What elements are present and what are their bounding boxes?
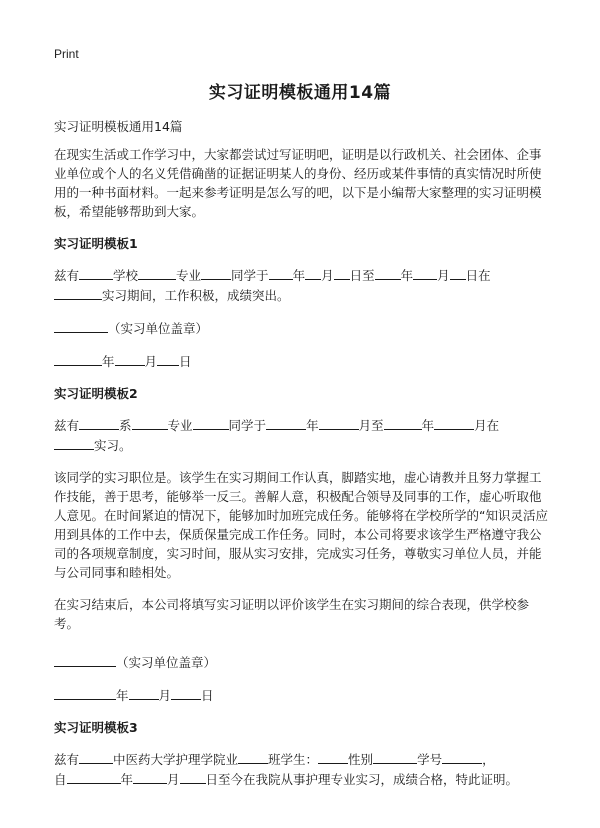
blank-line xyxy=(305,265,321,280)
blank-line xyxy=(413,265,437,280)
text-segment: ， xyxy=(482,752,495,767)
stamp-line-template-2 xyxy=(54,652,550,672)
blank-line xyxy=(115,351,145,366)
blank-line xyxy=(157,351,179,366)
text-segment: 系 xyxy=(119,418,132,433)
blank-line xyxy=(193,415,229,430)
date-year: 年 xyxy=(116,688,129,703)
date-day: 日 xyxy=(201,688,214,703)
blank-line xyxy=(129,685,159,700)
text-segment: 月至 xyxy=(358,418,384,433)
intro-paragraph: 在现实生活或工作学习中，大家都尝试过写证明吧，证明是以行政机关、社会团体、企事业单位或个人的名义凭借确凿的证据证明某人的身份、经历或某件事情的真实情况时所使用的一种书面材料。一起来参考证明是怎么写的吧，以下是小编帮大家整理的实习证明模板，希望能够帮助到大家。 xyxy=(54,147,542,219)
blank-line xyxy=(54,652,116,667)
text-segment: 班学生： xyxy=(268,752,319,767)
blank-line xyxy=(171,685,201,700)
text-segment: 实习。 xyxy=(94,438,132,453)
text-segment: 同学于 xyxy=(228,418,267,433)
text-segment: 兹有 xyxy=(54,268,80,283)
blank-line xyxy=(269,265,293,280)
date-line-template-1 xyxy=(54,351,550,371)
text-segment: 月 xyxy=(167,772,180,787)
text-segment: 年 xyxy=(306,418,319,433)
blank-line xyxy=(54,285,102,300)
blank-line xyxy=(384,415,422,430)
blank-line xyxy=(79,749,113,764)
text-segment: 日至今在我院从事护理专业实习，成绩合格，特此证明。 xyxy=(205,772,519,787)
blank-line xyxy=(319,415,359,430)
text-segment: 兹有 xyxy=(54,752,80,767)
blank-line xyxy=(138,265,176,280)
text-segment: 自 xyxy=(54,772,67,787)
text-segment: 性别 xyxy=(348,752,374,767)
blank-line xyxy=(54,435,94,450)
blank-line xyxy=(373,749,417,764)
blank-line xyxy=(54,318,108,333)
blank-line xyxy=(54,685,116,700)
document-body xyxy=(54,117,550,789)
text-segment: 学校 xyxy=(113,268,139,283)
text-segment: 月 xyxy=(437,268,450,283)
section-heading-template-2: 实习证明模板2 xyxy=(54,386,138,401)
blank-line xyxy=(79,265,113,280)
text-segment: 专业 xyxy=(176,268,202,283)
blank-line xyxy=(334,265,350,280)
text-segment: 年 xyxy=(421,418,435,433)
blank-line xyxy=(201,265,231,280)
text-segment: 月 xyxy=(321,268,334,283)
text-segment: 中医药大学护理学院业 xyxy=(113,752,239,767)
stamp-label: （实习单位盖章） xyxy=(116,655,217,670)
date-day: 日 xyxy=(179,354,192,369)
text-segment: 兹有 xyxy=(54,418,80,433)
blank-line xyxy=(79,415,119,430)
blank-line xyxy=(133,769,167,784)
blank-line xyxy=(442,749,482,764)
section-heading-template-1: 实习证明模板1 xyxy=(54,236,138,251)
page-title: 实习证明模板通用14篇 xyxy=(208,83,392,103)
blank-line xyxy=(54,351,102,366)
template-2-statement xyxy=(54,415,550,455)
blank-line xyxy=(266,415,306,430)
text-segment: 专业 xyxy=(167,418,193,433)
date-month: 月 xyxy=(158,688,172,703)
text-segment: 年 xyxy=(292,268,306,283)
blank-line xyxy=(375,265,401,280)
text-segment: 同学于 xyxy=(231,268,269,283)
blank-line xyxy=(132,415,168,430)
date-month: 月 xyxy=(144,354,158,369)
text-segment: 日在 xyxy=(465,268,491,283)
template-2-paragraph-1: 该同学的实习职位是。该学生在实习期间工作认真，脚踏实地，虚心请教并且努力掌握工作技能，善于思考，能够举一反三。善解人意，积极配合领导及同事的工作，虚心听取他人意见。在时间紧迫的情况下，能够加时加班完成任务。能够将在学校所学的“知识灵活应用到具体的工作中去，保质保量完成工作任务。同时，本公司将要求该学生严格遵守我公司的各项规章制度，实习时间，服从实习安排，完成实习任务，尊敬实习单位人员，并能与公司同事和睦相处。 xyxy=(54,470,548,580)
text-segment: 日至 xyxy=(349,268,375,283)
text-segment: 年 xyxy=(400,268,414,283)
template-3-statement xyxy=(54,749,550,789)
text-segment: 学号 xyxy=(417,752,443,767)
text-segment: 月在 xyxy=(474,418,500,433)
print-link[interactable]: Print xyxy=(54,47,79,61)
text-segment: 实习期间，工作积极，成绩突出。 xyxy=(102,288,290,303)
stamp-label: （实习单位盖章） xyxy=(108,321,209,336)
document-subtitle: 实习证明模板通用14篇 xyxy=(54,119,183,134)
blank-line xyxy=(180,769,206,784)
blank-line xyxy=(434,415,474,430)
date-year: 年 xyxy=(102,354,115,369)
text-segment: 年 xyxy=(120,772,134,787)
blank-line xyxy=(238,749,268,764)
template-1-statement xyxy=(54,265,550,305)
blank-line xyxy=(318,749,348,764)
section-heading-template-3: 实习证明模板3 xyxy=(54,720,138,735)
template-2-paragraph-2: 在实习结束后，本公司将填写实习证明以评价该学生在实习期间的综合表现，供学校参考。 xyxy=(54,597,530,631)
date-line-template-2 xyxy=(54,685,550,705)
blank-line xyxy=(450,265,466,280)
stamp-line-template-1 xyxy=(54,318,550,338)
blank-line xyxy=(67,769,121,784)
